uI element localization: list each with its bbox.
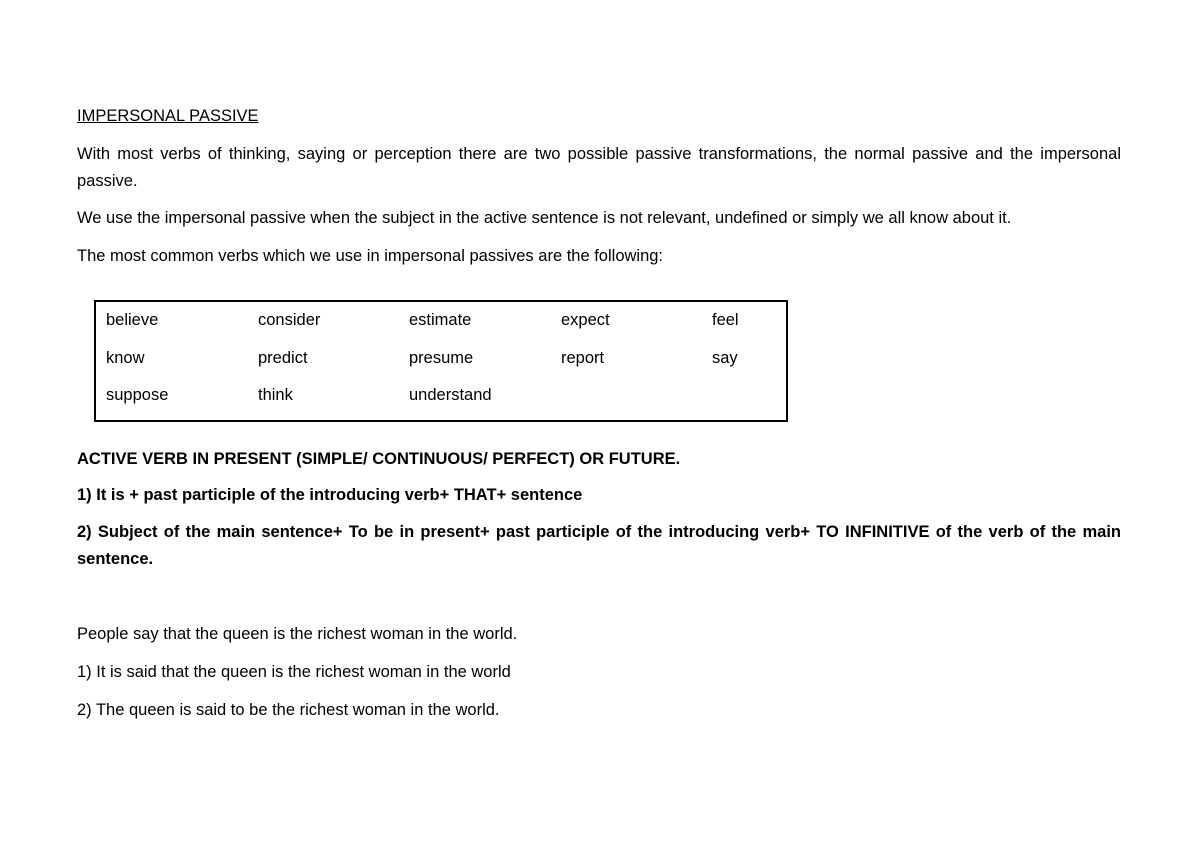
- rule-2: 2) Subject of the main sentence+ To be in present+ past participle of the introducing verb+ TO INFINITIVE of the verb of the main sentence.: [77, 523, 1121, 568]
- verb-cell: report: [561, 349, 605, 367]
- verb-cell: presume: [409, 349, 474, 367]
- verb-table: [94, 300, 788, 422]
- verb-cell: estimate: [409, 311, 472, 329]
- verb-cell: say: [712, 349, 738, 367]
- verb-cell: expect: [561, 311, 610, 329]
- rules-title: ACTIVE VERB IN PRESENT (SIMPLE/ CONTINUOUS/ PERFECT) OR FUTURE.: [77, 450, 681, 468]
- verb-cell: think: [258, 386, 293, 404]
- verb-cell: suppose: [106, 386, 169, 404]
- example-passive-2: 2) The queen is said to be the richest woman in the world.: [77, 701, 500, 719]
- verb-cell: consider: [258, 311, 321, 329]
- intro-paragraph-1: With most verbs of thinking, saying or perception there are two possible passive transformations, the normal passive and the impersonal passive.: [77, 145, 1121, 190]
- intro-paragraph-3: The most common verbs which we use in impersonal passives are the following:: [77, 247, 664, 265]
- verb-cell: know: [106, 349, 145, 367]
- verb-cell: believe: [106, 311, 159, 329]
- example-passive-1: 1) It is said that the queen is the richest woman in the world: [77, 663, 511, 681]
- document-heading: IMPERSONAL PASSIVE: [77, 107, 259, 125]
- intro-paragraph-2: We use the impersonal passive when the subject in the active sentence is not relevant, undefined or simply we all know about it.: [77, 209, 1012, 227]
- example-active-sentence: People say that the queen is the richest woman in the world.: [77, 625, 518, 643]
- rule-1: 1) It is + past participle of the introducing verb+ THAT+ sentence: [77, 486, 583, 504]
- verb-cell: understand: [409, 386, 492, 404]
- verb-cell: predict: [258, 349, 308, 367]
- verb-cell: feel: [712, 311, 739, 329]
